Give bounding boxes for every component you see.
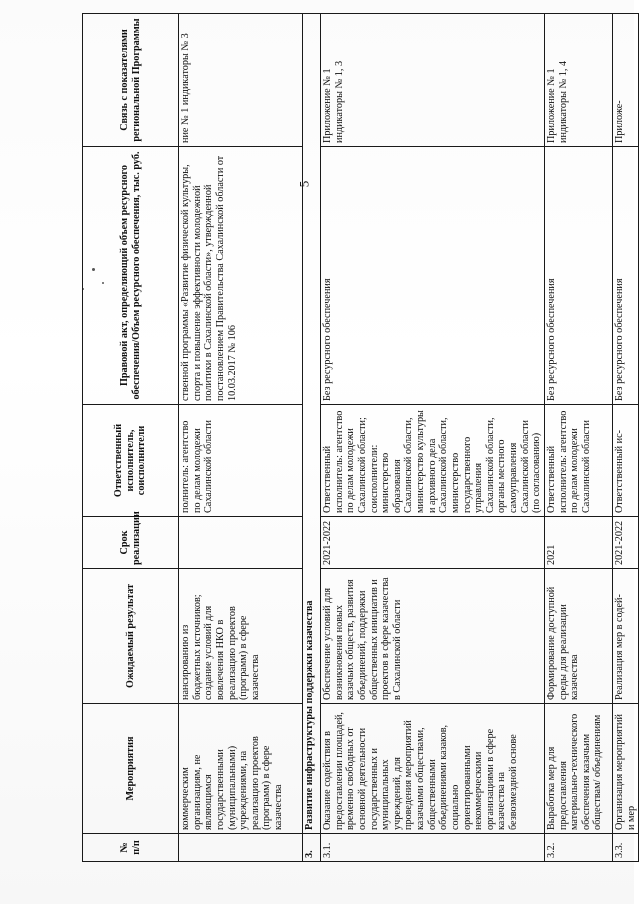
cell-link: ние № 1 индикаторы № 3 — [179, 14, 303, 147]
cell-link: Приложение № 1 индикаторы № 1, 4 — [544, 14, 612, 147]
plan-table — [82, 13, 639, 862]
header-num: № п/п — [83, 834, 179, 862]
section-title: Развитие инфраструктуры поддержки казачества — [303, 14, 321, 834]
cell-event: Выработка мер для предоставления материально-технического обеспечения казачьим обществам/ объединениям — [544, 704, 612, 834]
table-row — [179, 14, 303, 862]
cell-term: 2021-2022 — [321, 517, 545, 569]
header-act: Правовой акт, определяющий объем ресурсного обеспечения/Объем ресурсного обеспечения, тыс. руб. — [83, 147, 179, 405]
header-row — [83, 14, 179, 862]
cell-event: коммерческим организациям, не являющимся государственными (муниципальными) учреждениями, на реализацию проектов (программ) в сфере казачества — [179, 704, 303, 834]
header-event: Мероприятия — [83, 704, 179, 834]
cell-responsible: Ответственный исполнитель: агентство по делам молодежи Сахалинской области — [544, 405, 612, 517]
cell-term — [179, 517, 303, 569]
cell-num: 3.2. — [544, 834, 612, 862]
rotated-table-container — [82, 14, 637, 862]
header-responsible: Ответственный исполнитель, соисполнители — [83, 405, 179, 517]
page-number: 5 — [296, 180, 312, 188]
section-num: 3. — [303, 834, 321, 862]
table-row — [321, 14, 545, 862]
cell-event: Организация мероприятий и мер — [612, 704, 638, 834]
cell-responsible: полнитель: агентство по делам молодежи Сахалинской области — [179, 405, 303, 517]
header-result: Ожидаемый результат — [83, 569, 179, 704]
cell-term: 2021-2022 — [612, 517, 638, 569]
cell-act: Без ресурсного обеспечения — [544, 147, 612, 405]
section-row — [303, 14, 321, 862]
cell-result: Обеспечение условий для возникновения новых казачьих обществ, развития объединений, поддержки общественных инициатив и проектов в сфере казачества в Сахалинской области — [321, 569, 545, 704]
cell-act: ственной программы «Развитие физической культуры, спорта и повышение эффективности молодежной политики в Сахалинской области», утвержденной постановлением Правительства Сахалинской области от 10.03.2017 № 106 — [179, 147, 303, 405]
header-link: Связь с показателями региональной Программы — [83, 14, 179, 147]
cell-result: нансированию из бюджетных источников; создание условий для вовлечения НКО в реализацию проектов (программ) в сфере казачества — [179, 569, 303, 704]
cell-responsible: Ответственный ис- — [612, 405, 638, 517]
cell-act: Без ресурсного обеспечения — [612, 147, 638, 405]
cell-responsible: Ответственный исполнитель: агентство по делам молодежи Сахалинской области; соисполнители: министерство образования Сахалинской области, министерство культуры и архивного дела Сахалинской области, министерство государственного управления Сахалинской области, органы местного самоуправления Сахалинской области (по согласованию) — [321, 405, 545, 517]
cell-event: Оказание содействия в предоставлении площадей, временно свободных от основной деятельности государственных и муниципальных учреждений, для проведения мероприятий казачьими обществами, общественными объединениями казаков, социально ориентированными некоммерческими организациями в сфере казачества на безвозмездной основе — [321, 704, 545, 834]
header-term: Срок реализации — [83, 517, 179, 569]
cell-link: Приложе- — [612, 14, 638, 147]
cell-link: Приложение № 1 индикаторы № 1, 3 — [321, 14, 545, 147]
cell-num: 3.3. — [612, 834, 638, 862]
cell-num — [179, 834, 303, 862]
table-row — [544, 14, 612, 862]
cell-result: Реализация мер в содей- — [612, 569, 638, 704]
cell-result: Формирование доступной среды для реализации казачества — [544, 569, 612, 704]
table-row — [612, 14, 638, 862]
cell-act: Без ресурсного обеспечения — [321, 147, 545, 405]
cell-term: 2021 — [544, 517, 612, 569]
cell-num: 3.1. — [321, 834, 545, 862]
